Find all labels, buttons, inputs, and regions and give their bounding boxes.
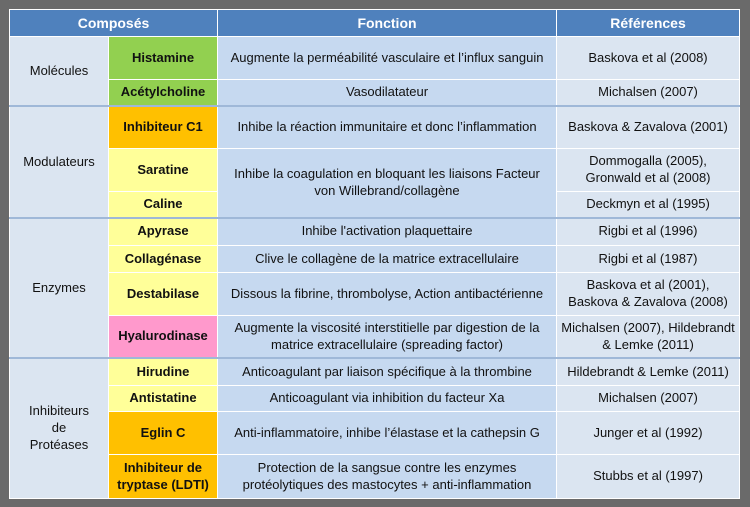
- table-row: [10, 455, 740, 499]
- table-row: [10, 218, 740, 245]
- category-modulators: Modulateurs: [10, 106, 109, 218]
- table-row: [10, 273, 740, 316]
- reference-cell: Michalsen (2007), Hildebrandt & Lemke (2011): [557, 315, 740, 358]
- function-cell: Anticoagulant via inhibition du facteur Xa: [218, 386, 557, 412]
- reference-cell: Junger et al (1992): [557, 412, 740, 455]
- table-row: [10, 358, 740, 385]
- compound-cell: Histamine: [109, 37, 218, 80]
- function-cell: Inhibe l'activation plaquettaire: [218, 218, 557, 245]
- function-cell: Inhibe la réaction immunitaire et donc l’inflammation: [218, 106, 557, 149]
- reference-cell: Stubbs et al (1997): [557, 455, 740, 499]
- function-cell: Protection de la sangsue contre les enzymes protéolytiques des mastocytes + anti-inflammation: [218, 455, 557, 499]
- reference-cell: Rigbi et al (1996): [557, 218, 740, 245]
- function-cell: Anti-inflammatoire, inhibe l’élastase et la cathepsin G: [218, 412, 557, 455]
- reference-cell: Hildebrandt & Lemke (2011): [557, 358, 740, 385]
- table-row: [10, 245, 740, 272]
- compound-cell: Acétylcholine: [109, 80, 218, 106]
- function-cell: Vasodilatateur: [218, 80, 557, 106]
- header-row: [10, 10, 740, 37]
- compound-cell: Eglin C: [109, 412, 218, 455]
- compound-cell: Destabilase: [109, 273, 218, 316]
- table-row: [10, 106, 740, 149]
- reference-cell: Baskova et al (2008): [557, 37, 740, 80]
- header-function: Fonction: [218, 10, 557, 37]
- compound-cell: Apyrase: [109, 218, 218, 245]
- compound-cell: Inhibiteur de tryptase (LDTI): [109, 455, 218, 499]
- compounds-table: [9, 9, 740, 499]
- reference-cell: Baskova et al (2001), Baskova & Zavalova (2008): [557, 273, 740, 316]
- function-cell: Augmente la perméabilité vasculaire et l’influx sanguin: [218, 37, 557, 80]
- reference-cell: Dommogalla (2005), Gronwald et al (2008): [557, 149, 740, 192]
- compound-cell: Collagénase: [109, 245, 218, 272]
- reference-cell: Deckmyn et al (1995): [557, 191, 740, 217]
- table-row: [10, 386, 740, 412]
- reference-cell: Rigbi et al (1987): [557, 245, 740, 272]
- table-row: [10, 149, 740, 192]
- reference-cell: Michalsen (2007): [557, 80, 740, 106]
- compound-cell: Saratine: [109, 149, 218, 192]
- compound-cell: Hyalurodinase: [109, 315, 218, 358]
- category-enzymes: Enzymes: [10, 218, 109, 358]
- table-row: [10, 412, 740, 455]
- function-cell: Clive le collagène de la matrice extracellulaire: [218, 245, 557, 272]
- function-cell: Augmente la viscosité interstitielle par digestion de la matrice extracellulaire (spreading factor): [218, 315, 557, 358]
- category-molecules: Molécules: [10, 37, 109, 106]
- table-row: [10, 315, 740, 358]
- table-row: [10, 37, 740, 80]
- compound-cell: Antistatine: [109, 386, 218, 412]
- compound-cell: Inhibiteur C1: [109, 106, 218, 149]
- reference-cell: Michalsen (2007): [557, 386, 740, 412]
- header-compounds: Composés: [10, 10, 218, 37]
- function-cell: Dissous la fibrine, thrombolyse, Action antibactérienne: [218, 273, 557, 316]
- header-references: Références: [557, 10, 740, 37]
- reference-cell: Baskova & Zavalova (2001): [557, 106, 740, 149]
- function-cell: Anticoagulant par liaison spécifique à la thrombine: [218, 358, 557, 385]
- compound-cell: Hirudine: [109, 358, 218, 385]
- category-protease-inhibitors: Inhibiteurs de Protéases: [10, 358, 109, 498]
- table-row: [10, 80, 740, 106]
- function-cell: Inhibe la coagulation en bloquant les liaisons Facteur von Willebrand/collagène: [218, 149, 557, 218]
- compound-cell: Caline: [109, 191, 218, 217]
